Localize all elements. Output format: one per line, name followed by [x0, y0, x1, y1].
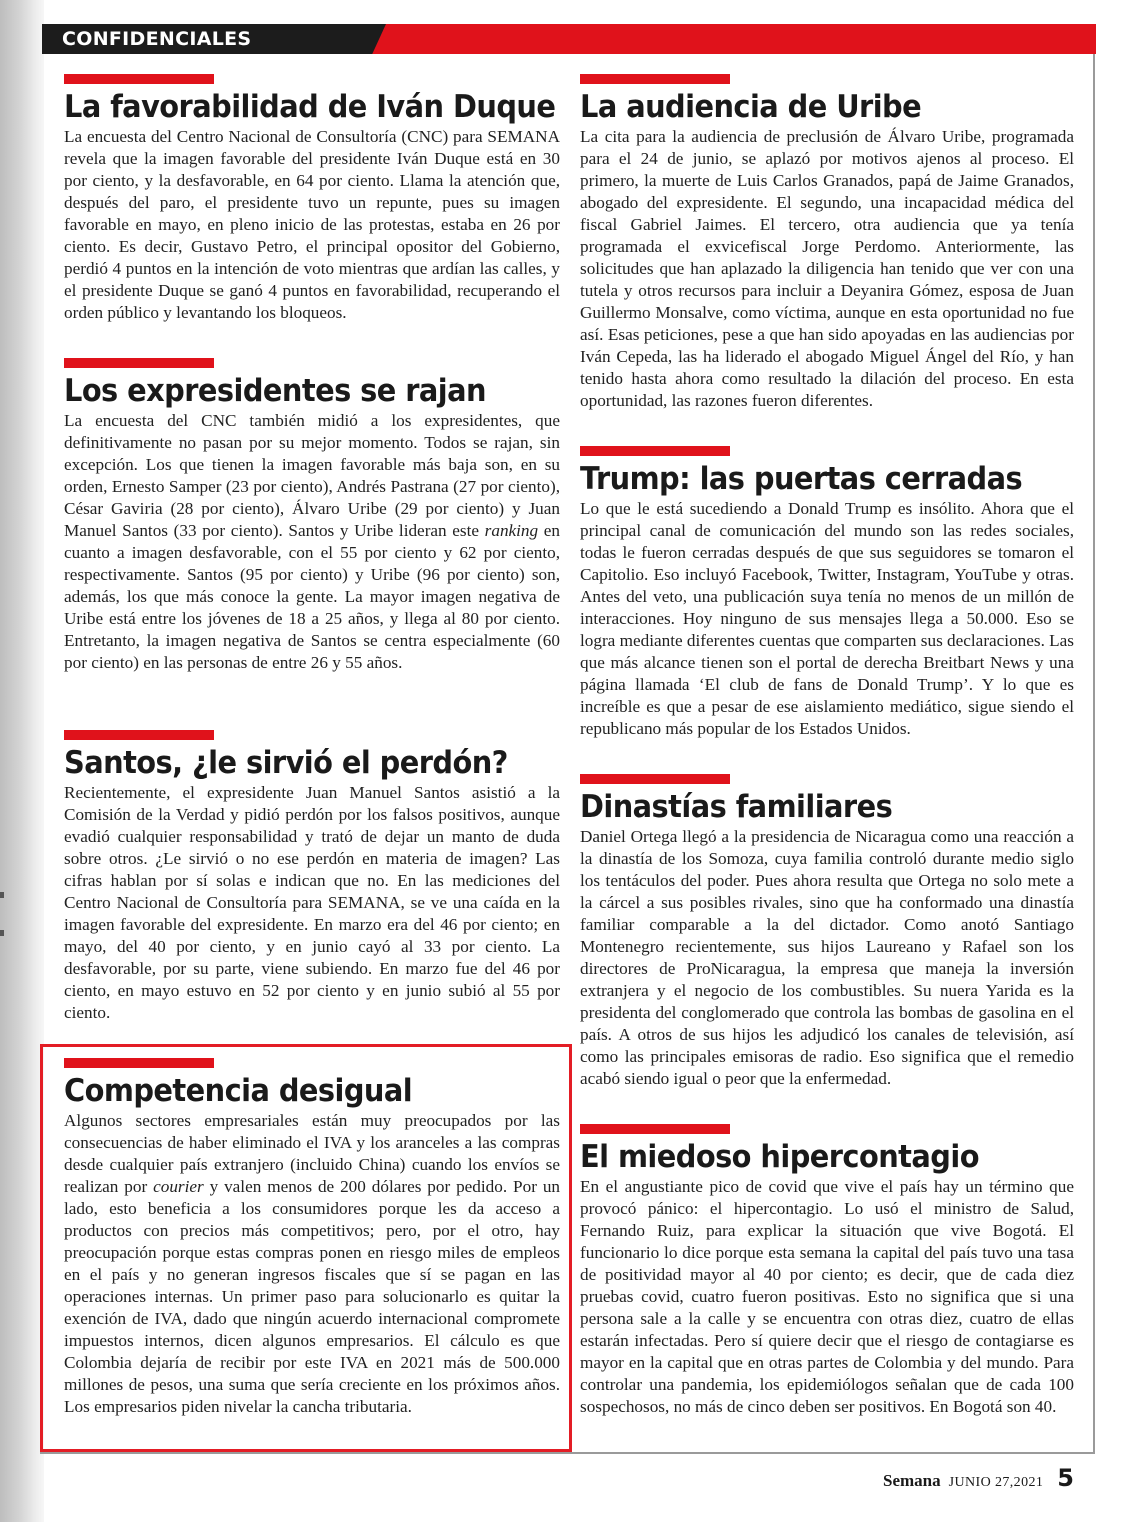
article-accent-bar	[580, 1124, 730, 1134]
article-body: La encuesta del Centro Nacional de Consultoría (CNC) para SEMANA revela que la imagen favorable del presidente Iván Duque está en 30 por ciento, y la desfavorable, en 64 por ciento. Llama la atención que, después del paro, el presidente tuvo un repunte, pues su imagen favorable en mayo, en pleno inicio de las protestas, estaba en 26 por ciento. Es decir, Gustavo Petro, el principal opositor del Gobierno, perdió 4 puntos en la intención de voto mientras que ardían las calles, y el presidente Duque se ganó 4 puntos en favorabilidad, recuperando el orden público y levantando los bloqueos.	[64, 127, 560, 322]
article-title: Santos, ¿le sirvió el perdón?	[64, 745, 508, 781]
article-body: La cita para la audiencia de preclusión de Álvaro Uribe, programada para el 24 de junio, se aplazó por motivos ajenos al proceso. El primero, la muerte de Luis Carlos Granados, papá de Jaime Granados, abogado del expresidente. El segundo, una incapacidad médica del fiscal Gabriel Jaimes. El tercero, otra audiencia que ya tenía programada el exvicefiscal Jorge Perdomo. Anteriormente, las solicitudes que han aplazado la diligencia han tenido que ver con una tutela y otros recursos para incluir a Deyanira Gómez, esposa de Juan Guillermo Monsalve, como víctima, aunque en esta oportunidad no fue así. Esas peticiones, pese a que han sido apoyadas en las audiencias por Iván Cepeda, las ha liderado el abogado Miguel Ángel del Río, y han tenido hasta ahora como resultado la dilación del proceso. En esta oportunidad, las razones fueron diferentes.	[580, 127, 1074, 410]
article-santos-perdon	[64, 730, 560, 1024]
article-accent-bar	[64, 74, 214, 84]
article-body: En el angustiante pico de covid que vive el país hay un término que provocó pánico: el hipercontagio. Lo usó el ministro de Salud, Fernando Ruiz, para explicar la situación que vive Bogotá. El funcionario lo dice porque esta semana la capital del país tuvo una tasa de positividad mayor al 40 por ciento; es decir, que de cada diez pruebas covid, cuatro fueron positivas. Esto no significa que si una persona sale a la calle y se encuentra con otras diez, cuatro de ellas estarán infectadas. Pero sí quiere decir que el riesgo de contagiarse es mayor en la capital que en otras partes de Colombia y del mundo. Para controlar una pandemia, los epidemiólogos señalan que de cada 100 sospechosos, no más de cinco deben ser positivos. En Bogotá son 40.	[580, 1177, 1074, 1416]
page-footer	[883, 1464, 1074, 1494]
article-favorabilidad	[64, 74, 560, 324]
article-trump	[580, 446, 1074, 740]
article-accent-bar	[64, 730, 214, 740]
article-title: El miedoso hipercontagio	[580, 1139, 979, 1175]
highlight-box	[40, 1044, 572, 1452]
article-title: La audiencia de Uribe	[580, 89, 922, 125]
magazine-name: Semana	[883, 1471, 941, 1490]
binding-shadow	[0, 0, 44, 1522]
article-body: La encuesta del CNC también midió a los expresidentes, que definitivamente no pasan por su mejor momento. Todos se rajan, sin excepción. Los que tienen la imagen favorable más baja son, en su orden, Ernesto Samper (23 por ciento), Andrés Pastrana (27 por ciento), César Gaviria (28 por ciento), Álvaro Uribe (29 por ciento) y Juan Manuel Santos (33 por ciento). Santos y Uribe lideran este ranking en cuanto a imagen desfavorable, con el 55 por ciento y 62 por ciento, respectivamente. Santos (95 por ciento) y Uribe (96 por ciento) son, además, los que más conoce la gente. La mayor imagen negativa de Uribe está entre los jóvenes de 18 a 25 años, y llega al 80 por ciento. Entretanto, la imagen negativa de Santos se centra especialmente (60 por ciento) en las personas de entre 26 y 55 años.	[64, 411, 560, 672]
issue-date: JUNIO 27,2021	[948, 1475, 1044, 1490]
article-body: Recientemente, el expresidente Juan Manuel Santos asistió a la Comisión de la Verdad y pidió perdón por los falsos positivos, aunque evadió cualquier responsabilidad y trató de dejar un manto de duda sobre otros. ¿Le sirvió o no ese perdón en materia de imagen? Las cifras hablan por sí solas e indican que no. En las mediciones del Centro Nacional de Consultoría para SEMANA, se ve una caída en la imagen favorable del expresidente. En marzo era del 46 por ciento; en mayo, del 40 por ciento, y en junio cayó al 33 por ciento. La desfavorable, por su parte, viene subiendo. En marzo fue del 46 por ciento, en mayo estuvo en 52 por ciento y en junio subió al 55 por ciento.	[64, 783, 560, 1022]
article-title: La favorabilidad de Iván Duque	[64, 89, 556, 125]
article-dinastias	[580, 774, 1074, 1090]
article-accent-bar	[580, 446, 730, 456]
article-body: Lo que le está sucediendo a Donald Trump es insólito. Ahora que el principal canal de comunicación del mundo son las redes sociales, todas le fueron cerradas después de que sus seguidores se tomaron el Capitolio. Eso incluyó Facebook, Twitter, Instagram, YouTube y otras. Antes del veto, una publicación suya tenía no menos de un millón de interacciones. Hoy ninguno de sus mensajes llega a 50.000. Eso se logra mediante diferentes cuentas que comparten sus declaraciones. Las que más alcance tienen son el portal de derecha Breitbart News y una página llamada ‘El club de fans de Donald Trump’. Y lo que es increíble es que a pesar de ese aislamiento mediático, sigue siendo el republicano más popular de los Estados Unidos.	[580, 499, 1074, 738]
section-label: CONFIDENCIALES	[62, 28, 252, 50]
article-expresidentes	[64, 358, 560, 674]
emphasized-term: ranking	[484, 521, 539, 540]
article-body: Algunos sectores empresariales están muy preocupados por las consecuencias de haber eliminado el IVA y los aranceles a las compras desde cualquier país extranjero (incluido China) cuando los envíos se realizan por courier y valen menos de 200 dólares por pedido. Por un lado, esto beneficia a los consumidores porque les da acceso a productos con precios más competitivos; pero, por el otro, hay preocupación porque estas compras ponen en riesgo miles de empleos en el país y no generan ingresos fiscales que sí se pagan en las operaciones internas. Un primer paso para solucionarlo es quitar la exención de IVA, dado que ningún acuerdo internacional compromete impuestos internos, dicen algunos empresarios. El cálculo es que Colombia dejaría de recibir por este IVA en 2021 más de 500.000 millones de pesos, una suma que sería creciente en los próximos años. Los empresarios piden nivelar la cancha tributaria.	[64, 1111, 561, 1416]
emphasized-term: courier	[153, 1177, 204, 1196]
article-hipercontagio	[580, 1124, 1074, 1418]
article-accent-bar	[580, 774, 730, 784]
article-audiencia-uribe	[580, 74, 1074, 412]
edge-mark	[0, 892, 4, 898]
article-accent-bar	[64, 358, 214, 368]
article-title: Los expresidentes se rajan	[64, 373, 487, 409]
article-body: Daniel Ortega llegó a la presidencia de Nicaragua como una reacción a la dinastía de los Somoza, cuya familia controló durante medio siglo los tentáculos del poder. Pues ahora resulta que Ortega no solo mete a la cárcel a sus posibles rivales, sino que ha conformado una dinastía familiar comparable a la del dictador. Como anotó Santiago Montenegro recientemente, sus hijos Laureano y Rafael son los directores de ProNicaragua, la empresa que maneja la inversión extranjera y el negocio de los combustibles. Su nuera Yarida es la presidenta del conglomerado que controla las bombas de gasolina en el país. A otros de sus hijos les adjudicó los canales de televisión, así como las principales emisoras de radio. Eso significa que el remedio acabó siendo igual o peor que la enfermedad.	[580, 827, 1074, 1088]
article-title: Competencia desigual	[64, 1073, 413, 1109]
edge-mark	[0, 930, 4, 936]
article-title: Dinastías familiares	[580, 789, 893, 825]
article-accent-bar	[580, 74, 730, 84]
article-title: Trump: las puertas cerradas	[580, 461, 1023, 497]
page-number: 5	[1057, 1464, 1074, 1492]
